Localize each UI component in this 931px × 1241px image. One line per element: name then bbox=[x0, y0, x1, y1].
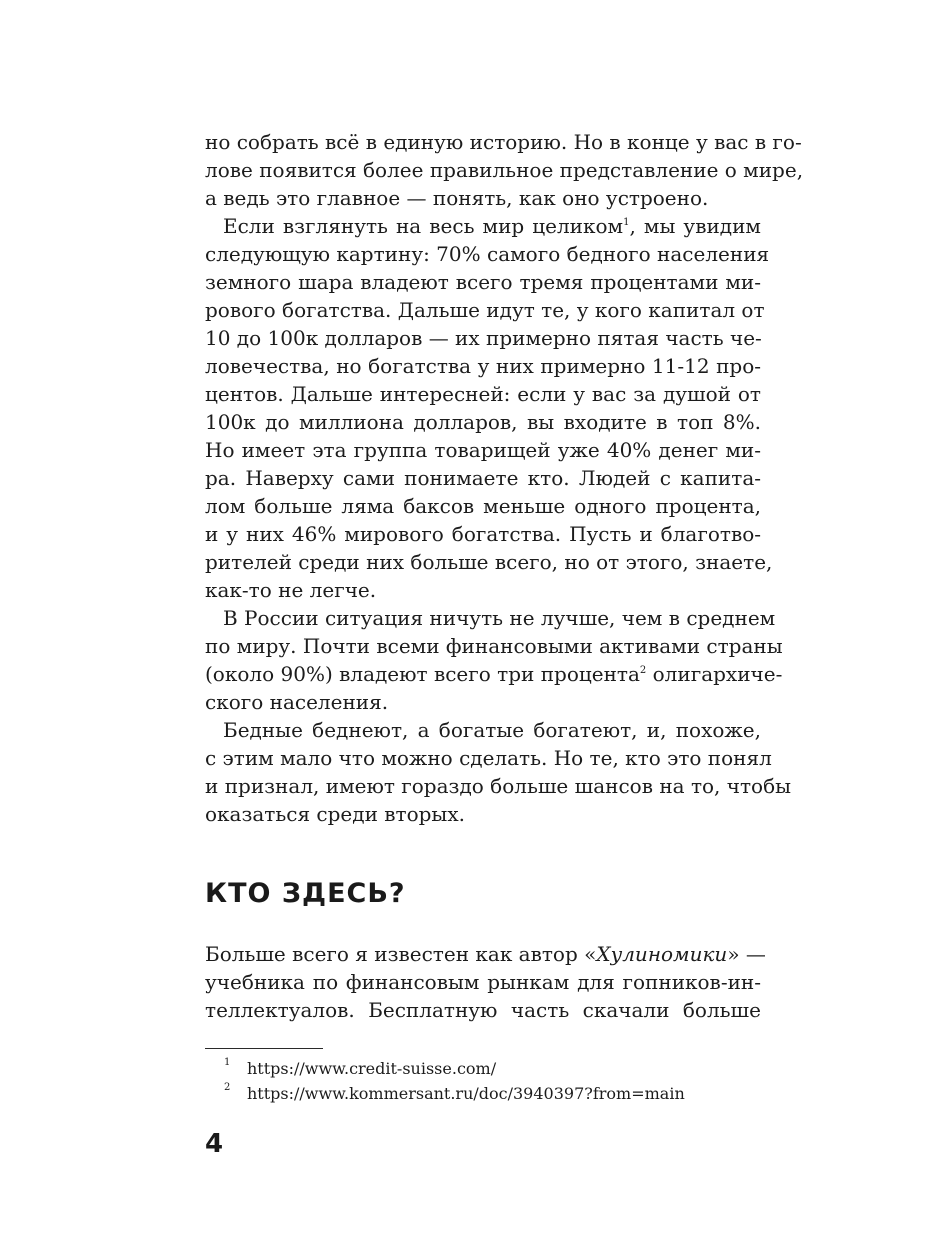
text-line: учебника по финансовым рынкам для гопников-ин- bbox=[205, 970, 761, 994]
section-heading: КТО ЗДЕСЬ? bbox=[205, 878, 406, 909]
text-line: а ведь это главное — понять, как оно устроено. bbox=[205, 186, 709, 210]
text-line: 100к до миллиона долларов, вы входите в топ 8%. bbox=[205, 410, 761, 434]
text-segment: Если взглянуть на весь мир целиком bbox=[223, 214, 624, 238]
footnote-ref-2[interactable]: 2 bbox=[639, 665, 647, 676]
text-segment: » — bbox=[727, 942, 766, 966]
text-line: и у них 46% мирового богатства. Пусть и благотво- bbox=[205, 522, 761, 546]
text-line: рового богатства. Дальше идут те, у кого капитал от bbox=[205, 298, 765, 322]
text-line: с этим мало что можно сделать. Но те, кто это понял bbox=[205, 746, 772, 770]
footnote-link[interactable]: https://www.credit-suisse.com/ bbox=[247, 1059, 497, 1078]
text-line: и признал, имеют гораздо больше шансов на то, чтобы bbox=[205, 774, 792, 798]
page-number: 4 bbox=[205, 1129, 224, 1159]
text-segment: Больше всего я известен как автор « bbox=[205, 942, 597, 966]
text-line: Бедные беднеют, а богатые богатеют, и, похоже, bbox=[223, 718, 761, 742]
book-title: Хулиномики bbox=[596, 942, 728, 966]
text-line: ского населения. bbox=[205, 690, 389, 714]
text-line: но собрать всё в единую историю. Но в конце у вас в го- bbox=[205, 130, 802, 154]
text-line: ра. Наверху сами понимаете кто. Людей с капита- bbox=[205, 466, 761, 490]
text-line: следующую картину: 70% самого бедного населения bbox=[205, 242, 770, 266]
footnote-ref-1[interactable]: 1 bbox=[623, 217, 630, 228]
footnote-item bbox=[205, 1081, 761, 1106]
text-line: лом больше ляма баксов меньше одного процента, bbox=[205, 494, 761, 518]
text-line: земного шара владеют всего тремя процентами ми- bbox=[205, 270, 761, 294]
footnote-item bbox=[205, 1056, 761, 1081]
paragraph-poor-rich bbox=[205, 716, 792, 828]
text-line bbox=[205, 940, 766, 968]
paragraph-russia bbox=[205, 604, 783, 716]
footnote-divider bbox=[205, 1048, 323, 1049]
text-segment: (около 90%) владеют всего три процента bbox=[205, 662, 640, 686]
text-line: по миру. Почти всеми финансовыми активами страны bbox=[205, 634, 783, 658]
paragraph-world-wealth bbox=[205, 212, 773, 604]
text-segment: олигархиче- bbox=[646, 662, 783, 686]
text-line bbox=[205, 660, 783, 688]
text-line: центов. Дальше интересней: если у вас за душой от bbox=[205, 382, 761, 406]
body-text-top bbox=[205, 128, 804, 212]
text-line: рителей среди них больше всего, но от этого, знаете, bbox=[205, 550, 773, 574]
text-line bbox=[205, 212, 761, 240]
text-line: 10 до 100к долларов — их примерно пятая часть че- bbox=[205, 326, 762, 350]
footnote-link[interactable]: https://www.kommersant.ru/doc/3940397?from=main bbox=[247, 1084, 685, 1103]
footnote-number: 1 bbox=[224, 1057, 231, 1068]
paragraph-author bbox=[205, 940, 766, 1024]
text-segment: , мы увидим bbox=[629, 214, 761, 238]
text-line: ловечества, но богатства у них примерно 11-12 про- bbox=[205, 354, 761, 378]
footnote-number: 2 bbox=[224, 1082, 231, 1093]
footnotes bbox=[205, 1056, 761, 1106]
text-line: В России ситуация ничуть не лучше, чем в среднем bbox=[223, 606, 776, 630]
text-line: оказаться среди вторых. bbox=[205, 802, 465, 826]
text-line: как-то не легче. bbox=[205, 578, 377, 602]
text-line: Но имеет эта группа товарищей уже 40% денег ми- bbox=[205, 438, 761, 462]
text-line: лове появится более правильное представление о мире, bbox=[205, 158, 804, 182]
text-line: теллектуалов. Бесплатную часть скачали больше bbox=[205, 998, 761, 1022]
